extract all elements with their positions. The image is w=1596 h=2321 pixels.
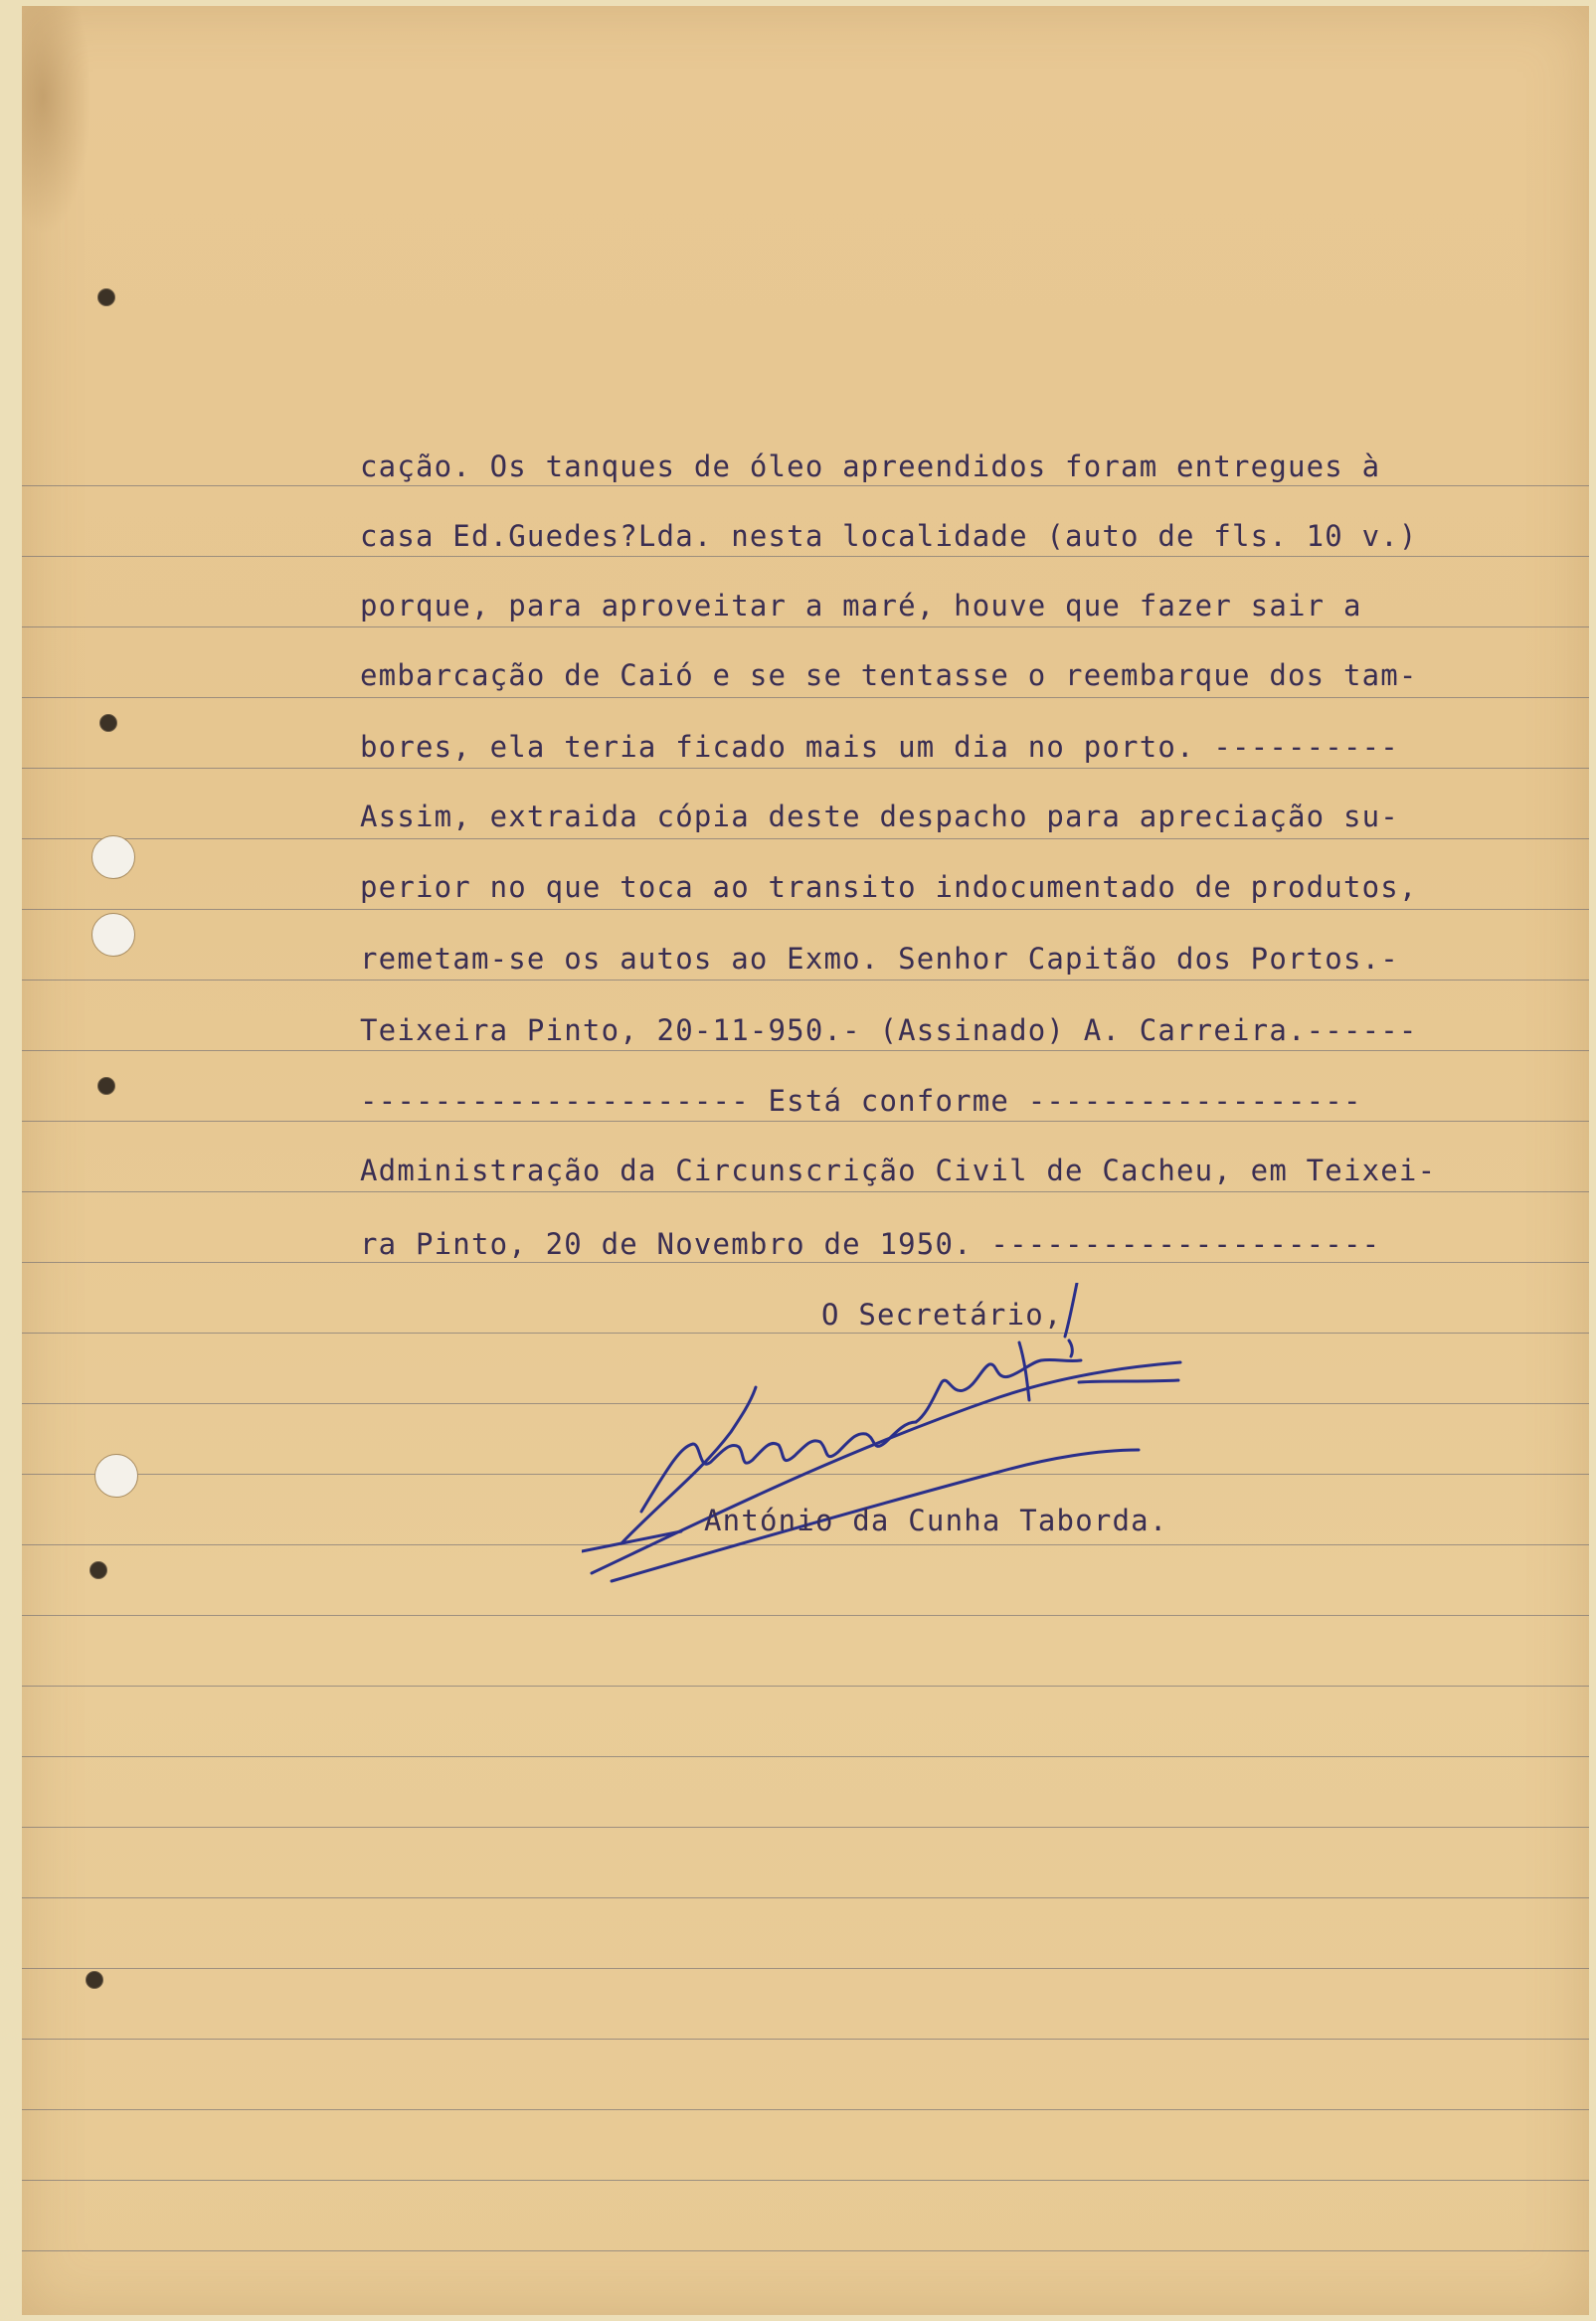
text-line: bores, ela teria ficado mais um dia no porto. ---------- — [360, 730, 1399, 764]
ruled-line — [22, 1756, 1589, 1757]
ruled-line — [22, 626, 1589, 627]
signatory-title: O Secretário, — [821, 1298, 1063, 1332]
ruled-line — [22, 556, 1589, 557]
text-line: remetam-se os autos ao Exmo. Senhor Capitão dos Portos.- — [360, 942, 1399, 976]
text-line: --------------------- Está conforme ------------------ — [360, 1084, 1362, 1118]
punch-hole — [97, 288, 115, 306]
ruled-line — [22, 768, 1589, 769]
ruled-line — [22, 1615, 1589, 1616]
ruled-line — [22, 1968, 1589, 1969]
ruled-line — [22, 980, 1589, 981]
ruled-line — [22, 1050, 1589, 1051]
punch-hole — [99, 714, 117, 732]
text-line: Administração da Circunscrição Civil de Cacheu, em Teixei- — [360, 1154, 1437, 1187]
text-line: ra Pinto, 20 de Novembro de 1950. --------------------- — [360, 1227, 1381, 1261]
ruled-line — [22, 838, 1589, 839]
text-line: cação. Os tanques de óleo apreendidos foram entregues à — [360, 449, 1381, 483]
ruled-line — [22, 2180, 1589, 2181]
punch-hole — [86, 1971, 103, 1989]
binder-hole — [91, 913, 135, 957]
handwritten-signature — [582, 1283, 1198, 1601]
ruled-line — [22, 1827, 1589, 1828]
punch-hole — [89, 1561, 107, 1579]
binder-hole — [91, 835, 135, 879]
text-line: porque, para aproveitar a maré, houve que fazer sair a — [360, 589, 1362, 623]
text-line: Assim, extraida cópia deste despacho para apreciação su- — [360, 800, 1399, 833]
ruled-line — [22, 2109, 1589, 2110]
text-line: Teixeira Pinto, 20-11-950.- (Assinado) A. Carreira.------ — [360, 1013, 1418, 1047]
ruled-line — [22, 1897, 1589, 1898]
ruled-line — [22, 909, 1589, 910]
ruled-line — [22, 1121, 1589, 1122]
ruled-line — [22, 2039, 1589, 2040]
punch-hole — [97, 1077, 115, 1095]
paper-stain — [22, 6, 91, 235]
signatory-name: António da Cunha Taborda. — [704, 1504, 1168, 1537]
ruled-line — [22, 1686, 1589, 1687]
text-line: embarcação de Caió e se se tentasse o reembarque dos tam- — [360, 658, 1418, 692]
ruled-line — [22, 1262, 1589, 1263]
ruled-line — [22, 697, 1589, 698]
text-line: casa Ed.Guedes?Lda. nesta localidade (auto de fls. 10 v.) — [360, 519, 1418, 553]
binder-hole — [94, 1454, 138, 1498]
ruled-line — [22, 1191, 1589, 1192]
ruled-line — [22, 485, 1589, 486]
text-line: perior no que toca ao transito indocumentado de produtos, — [360, 870, 1418, 904]
ruled-line — [22, 2250, 1589, 2251]
